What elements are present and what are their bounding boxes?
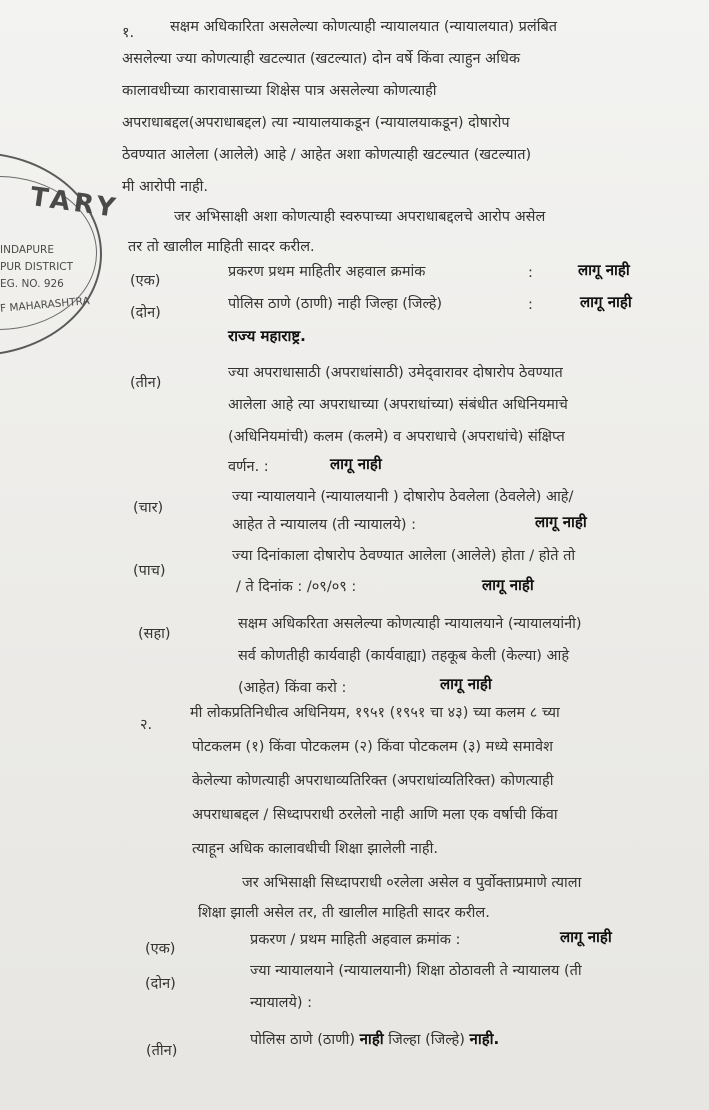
section-1-number: १. xyxy=(122,25,135,41)
stamp-title: TARY xyxy=(28,181,121,225)
s1-item-1-label: (एक) xyxy=(130,273,161,289)
s1-item-5-line-1: ज्या दिनांकाला दोषारोप ठेवण्यात आलेला (आलेले) होता / होते तो xyxy=(232,548,576,564)
s1-item-5-label: (पाच) xyxy=(133,563,166,579)
s2-item-3-text-1: पोलिस ठाणे (ठाणी) xyxy=(250,1032,355,1048)
s1-item-6-line-2: सर्व कोणतीही कार्यवाही (कार्यवाह्या) तहकूब केली (केल्या) आहे xyxy=(238,648,570,664)
s1-item-2-text: पोलिस ठाणे (ठाणी) नाही जिल्हा (जिल्हे) xyxy=(228,296,443,312)
s1-item-3-value: लागू नाही xyxy=(330,455,382,473)
s1-item-6-line-1: सक्षम अधिकरिता असलेल्या कोणत्याही न्यायालयाने (न्यायालयांनी) xyxy=(238,616,582,632)
s1-item-6-label: (सहा) xyxy=(138,626,171,642)
s1-item-3-label: (तीन) xyxy=(130,375,162,391)
section-1-line-4: अपराधाबद्दल(अपराधाबद्दल) त्या न्यायालयाकडून (न्यायालयाकडून) दोषारोप xyxy=(122,115,510,131)
s1-item-3-line-1: ज्या अपराधासाठी (अपराधांसाठी) उमेद्‌वारावर दोषारोप ठेवण्यात xyxy=(228,365,563,381)
section-2-line-4: अपराधाबद्दल / सिध्दापराधी ठरलेलो नाही आणि मला एक वर्षाची किंवा xyxy=(192,807,558,823)
s2-item-3-text xyxy=(250,1032,499,1048)
s1-item-4-line-1: ज्या न्यायालयाने (न्यायालयानी ) दोषारोप ठेवलेला (ठेवलेले) आहे/ xyxy=(232,489,574,505)
s1-item-1-colon: : xyxy=(528,265,533,281)
stamp-line-2: PUR DISTRICT xyxy=(0,261,74,273)
s1-item-3-last: वर्णन. : xyxy=(228,459,269,475)
section-2-para2-line-1: जर अभिसाक्षी सिध्दापराधी ०रलेला असेल व पुर्वोक्ताप्रमाणे त्याला xyxy=(242,875,582,891)
s1-item-1-value: लागू नाही xyxy=(578,261,630,279)
s1-item-1-text: प्रकरण प्रथम माहितीर अहवाल क्रमांक xyxy=(228,264,426,280)
s2-item-2-line-2: न्यायालये) : xyxy=(250,995,313,1011)
s1-item-5-line-2: / ते दिनांक : /०९/०९ : xyxy=(236,579,357,595)
s2-item-1-text: प्रकरण / प्रथम माहिती अहवाल क्रमांक : xyxy=(250,932,461,948)
section-2-line-2: पोटकलम (१) किंवा पोटकलम (२) किंवा पोटकलम (३) मध्ये समावेश xyxy=(192,739,553,755)
s1-item-6-line-3: (आहेत) किंवा करो : xyxy=(238,680,347,696)
s2-item-2-line-1: ज्या न्यायालयाने (न्यायालयानी) शिक्षा ठोठावली ते न्यायालय (ती xyxy=(250,963,582,979)
s1-item-6-value: लागू नाही xyxy=(440,675,492,693)
stamp-line-3: EG. NO. 926 xyxy=(0,278,64,290)
section-1-para2-line-1: जर अभिसाक्षी अशा कोणत्याही स्वरुपाच्या अपराधाबद्दलचे आरोप असेल xyxy=(174,209,546,225)
s2-item-3-label: (तीन) xyxy=(146,1043,178,1059)
stamp-line-1: INDAPURE xyxy=(0,244,54,256)
s2-item-1-label: (एक) xyxy=(145,941,176,957)
section-1-line-6: मी आरोपी नाही. xyxy=(122,179,209,195)
section-2-number: २. xyxy=(140,717,153,733)
s1-item-3-line-2: आलेला आहे त्या अपराधाच्या (अपराधांच्या) संबंधीत अधिनियमाचे xyxy=(228,397,568,413)
section-1-line-2: असलेल्या ज्या कोणत्याही खटल्यात (खटल्यात) दोन वर्षे किंवा त्याहुन अधिक xyxy=(122,51,521,67)
s2-item-1-value: लागू नाही xyxy=(560,928,612,946)
section-1-line-5: ठेवण्यात आलेला (आलेले) आहे / आहेत अशा कोणत्याही खटल्यात (खटल्यात) xyxy=(122,147,532,163)
stamp-line-4: F MAHARASHTRA xyxy=(0,295,91,315)
s2-item-3-text-2: जिल्हा (जिल्हे) xyxy=(388,1032,465,1048)
s1-item-2-label: (दोन) xyxy=(130,305,161,321)
section-2-line-3: केलेल्या कोणत्याही अपराधाव्यतिरिक्त (अपराधांव्यतिरिक्त) कोणत्याही xyxy=(192,773,554,789)
s2-item-3-bold-2: नाही. xyxy=(469,1030,500,1048)
s1-item-2-colon: : xyxy=(528,297,533,313)
s1-item-4-line-2: आहेत ते न्यायालय (ती न्यायालये) : xyxy=(232,517,417,533)
s1-item-3-line-3: (अधिनियमांची) कलम (कलमे) व अपराधाचे (अपराधांचे) संक्षिप्त xyxy=(228,429,565,445)
s2-item-2-label: (दोन) xyxy=(145,976,176,992)
s1-item-4-value: लागू नाही xyxy=(535,513,587,531)
s1-item-4-label: (चार) xyxy=(133,500,164,516)
section-1-line-1: सक्षम अधिकारिता असलेल्या कोणत्याही न्यायालयात (न्यायालयात) प्रलंबित xyxy=(170,19,558,35)
s1-item-2-line-2: राज्य महाराष्ट्र. xyxy=(228,327,306,345)
section-1-para2-line-2: तर तो खालील माहिती सादर करील. xyxy=(128,239,315,255)
section-1-line-3: कालावधीच्या कारावासाच्या शिक्षेस पात्र असलेल्या कोणत्याही xyxy=(122,83,437,99)
s1-item-5-value: लागू नाही xyxy=(482,576,534,594)
section-2-para2-line-2: शिक्षा झाली असेल तर, ती खालील माहिती सादर करील. xyxy=(198,905,490,921)
section-2-line-1: मी लोकप्रतिनिधीत्व अधिनियम, १९५१ (१९५१ चा ४३) च्या कलम ८ च्या xyxy=(190,705,560,721)
s2-item-3-bold-1: नाही xyxy=(359,1030,384,1048)
s1-item-2-value: लागू नाही xyxy=(580,293,632,311)
section-2-line-5: त्याहून अधिक कालावधीची शिक्षा झालेली नाही. xyxy=(192,841,438,857)
